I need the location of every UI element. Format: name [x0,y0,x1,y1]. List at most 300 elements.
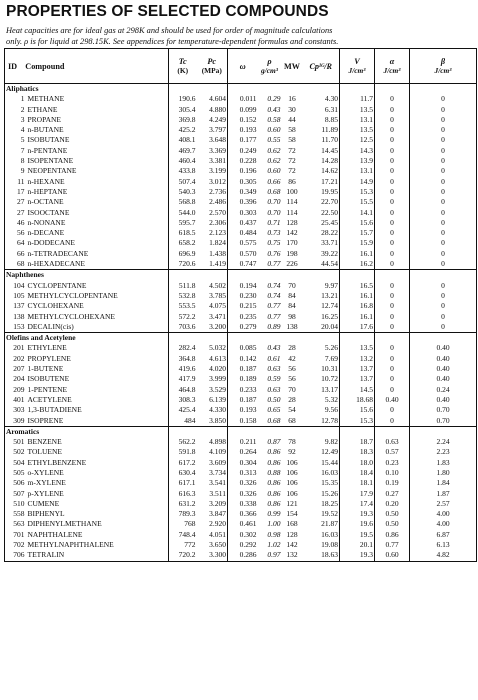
rho-cell: 0.89 [258,322,282,333]
rho-cell: 0.58 [267,114,281,124]
tc-cell: 507.4 [169,177,197,187]
group-spacer-cell [258,84,282,95]
id-cell: 7 [20,145,25,155]
tc-cell: 425.2 [169,125,197,135]
rho-cell: 0.70 [267,207,281,217]
alpha-cell: 0 [375,115,410,125]
pc-cell: 3.300 [197,550,228,561]
header-pc-unit: (MPa) [201,66,222,75]
v-cell: 15.3 [340,416,375,427]
header-id-compound [5,49,169,84]
cp-cell: 22.70 [321,197,338,207]
rho-cell: 0.60 [267,166,281,176]
table-row [5,509,477,519]
v-cell: 14.3 [340,146,375,156]
v-cell: 17.4 [340,499,375,509]
pc-cell: 4.613 [209,353,226,363]
group-spacer-cell [169,426,197,437]
mw-cell: 92 [288,447,296,457]
compound-cell: n-BUTANE [27,125,64,135]
rho-cell: 0.87 [267,437,281,447]
v-cell: 19.6 [340,519,375,529]
mw-cell: 138 [282,322,303,333]
compound-cell: n-TETRADECANE [27,248,89,258]
id-cell: 27 [17,197,25,207]
pc-cell: 4.249 [209,114,226,124]
table-row [5,218,477,228]
omega-cell: 0.177 [228,135,258,145]
compound-cell: BIPHENYL [27,509,65,519]
tc-cell: 433.8 [169,166,197,176]
group-spacer-cell [410,270,477,281]
compound-cell: ISOPENTANE [27,156,74,166]
id-cell: 104 [13,280,25,290]
pc-cell: 4.109 [209,447,226,457]
mw-cell: 100 [286,186,298,196]
cp-cell: 14.28 [321,156,338,166]
table-row [5,301,477,311]
alpha-cell: 0 [375,218,410,228]
mw-cell: 128 [286,529,298,539]
id-cell: 8 [20,156,25,166]
v-cell: 16.1 [340,291,375,301]
pc-cell: 3.200 [197,322,228,333]
id-cell: 563 [13,519,25,529]
tc-cell: 618.5 [169,228,197,238]
omega-cell: 0.193 [228,405,258,415]
rho-cell: 0.68 [267,186,281,196]
pc-cell: 3.012 [209,176,226,186]
header-rho [258,49,282,84]
beta-cell: 0.40 [410,374,477,384]
tc-cell: 425.4 [169,405,197,415]
alpha-cell: 0 [375,259,410,270]
omega-cell: 0.302 [228,530,258,540]
compound-cell: TOLUENE [27,447,62,457]
tc-cell: 408.1 [169,135,197,145]
v-cell: 18.1 [340,478,375,488]
rho-cell: 0.50 [267,394,281,404]
id-cell: 701 [13,529,25,539]
group-spacer-cell [169,270,197,281]
rho-cell: 0.76 [267,248,281,258]
compound-cell: ISOBUTANE [27,135,70,145]
rho-cell: 0.63 [267,384,281,394]
mw-cell: 58 [288,125,296,135]
id-cell: 138 [13,311,25,321]
mw-cell: 170 [286,238,298,248]
v-cell: 16.5 [340,281,375,291]
v-cell: 18.7 [340,437,375,447]
rho-cell: 0.43 [267,104,281,114]
id-cell: 401 [13,394,25,404]
alpha-cell: 0 [375,249,410,259]
tc-cell: 631.2 [169,499,197,509]
page-title: PROPERTIES OF SELECTED COMPOUNDS [6,3,329,20]
cp-cell: 28.22 [321,228,338,238]
pc-cell: 1.824 [209,238,226,248]
group-name: Naphthenes [6,270,44,280]
mw-cell: 30 [288,104,296,114]
alpha-cell: 0.23 [375,458,410,468]
id-cell: 501 [13,437,25,447]
mw-cell: 56 [288,374,296,384]
alpha-cell: 0.50 [375,519,410,529]
alpha-cell: 0.86 [375,530,410,540]
compound-cell: 1-PENTENE [27,384,68,394]
id-cell: 64 [17,238,25,248]
compound-cell: m-XYLENE [27,478,66,488]
omega-cell: 0.292 [228,540,258,550]
v-cell: 13.2 [340,354,375,364]
cp-cell: 15.44 [321,457,338,467]
pc-cell: 3.209 [209,498,226,508]
header-pc-label: Pc [207,57,217,66]
group-spacer-cell [282,84,303,95]
omega-cell: 0.249 [228,146,258,156]
header-alpha-unit: J/cm³ [383,66,401,75]
alpha-cell: 0 [375,135,410,145]
omega-cell: 0.193 [228,125,258,135]
table-row [5,405,477,415]
alpha-cell: 0 [375,197,410,207]
table-row [5,354,477,364]
group-spacer-cell [258,333,282,344]
compound-cell: NAPHTHALENE [27,529,83,539]
tc-cell: 553.5 [169,301,197,311]
mw-cell: 42 [288,353,296,363]
pc-cell: 4.020 [209,364,226,374]
compound-cell: n-DODECANE [27,238,75,248]
mw-cell: 154 [286,509,298,519]
compound-cell: o-XYLENE [27,467,64,477]
group-spacer-cell [375,426,410,437]
beta-cell: 0 [410,94,477,104]
beta-cell: 0 [410,238,477,248]
mw-cell: 106 [286,488,298,498]
compound-cell: ETHYLENE [27,343,67,353]
table-row [5,322,477,333]
v-cell: 14.5 [340,385,375,395]
table-row [5,125,477,135]
beta-cell: 0 [410,291,477,301]
header-id: ID [8,61,18,71]
compound-cell: DECALIN(cis) [27,322,169,333]
v-cell: 18.68 [340,395,375,405]
beta-cell: 0 [410,259,477,270]
table-row [5,146,477,156]
omega-cell: 0.215 [228,301,258,311]
omega-cell: 0.570 [228,249,258,259]
header-rho-unit: g/cm³ [261,66,278,75]
compound-cell: PROPYLENE [27,353,71,363]
cp-cell: 19.08 [321,540,338,550]
beta-cell: 0 [410,312,477,322]
mw-cell: 86 [288,176,296,186]
table-row [5,291,477,301]
omega-cell: 0.303 [228,208,258,218]
rho-cell: 0.29 [267,94,281,104]
table-row [5,478,477,488]
pc-cell: 4.075 [209,301,226,311]
mw-cell: 84 [288,290,296,300]
tc-cell: 419.6 [169,364,197,374]
id-cell: 68 [5,259,27,270]
alpha-cell: 0 [375,228,410,238]
id-cell: 207 [13,364,25,374]
v-cell: 13.1 [340,166,375,176]
mw-cell: 72 [288,145,296,155]
pc-cell: 5.032 [209,343,226,353]
pc-cell: 4.898 [209,437,226,447]
compound-cell: ACETYLENE [27,394,72,404]
tc-cell: 616.3 [169,489,197,499]
omega-cell: 0.575 [228,238,258,248]
id-cell: 66 [17,248,25,258]
compound-cell: n-HEXADECANE [27,259,169,270]
pc-cell: 4.330 [209,405,226,415]
group-spacer-cell [197,84,228,95]
pc-cell: 1.438 [209,248,226,258]
rho-cell: 0.88 [267,467,281,477]
pc-cell: 3.541 [209,478,226,488]
table-row [5,312,477,322]
omega-cell: 0.233 [228,385,258,395]
table-row [5,437,477,447]
mw-cell: 226 [282,259,303,270]
rho-cell: 0.86 [267,498,281,508]
id-cell: 1 [20,94,25,104]
mw-cell: 56 [288,364,296,374]
omega-cell: 0.326 [228,489,258,499]
tc-cell: 460.4 [169,156,197,166]
omega-cell: 0.158 [228,416,258,427]
cp-cell: 15.26 [321,488,338,498]
compound-cell: CYCLOHEXANE [27,301,84,311]
id-cell: 309 [5,416,27,427]
header-cp-label: Cpᴵᴳ/R [309,61,333,71]
group-header-row [5,426,477,437]
alpha-cell: 0 [375,354,410,364]
omega-cell: 0.194 [228,281,258,291]
id-cell: 504 [13,457,25,467]
rho-cell: 0.61 [267,353,281,363]
v-cell: 11.7 [340,94,375,104]
alpha-cell: 0 [375,405,410,415]
beta-cell: 0 [410,156,477,166]
pc-cell: 3.369 [209,145,226,155]
compound-cell: ETHYLBENZENE [27,457,87,467]
tc-cell: 511.8 [169,281,197,291]
rho-cell: 0.55 [267,135,281,145]
rho-cell: 0.97 [258,550,282,561]
id-cell: 507 [13,488,25,498]
table-row [5,177,477,187]
cp-cell: 6.31 [324,104,338,114]
pc-cell: 3.734 [209,467,226,477]
table-row [5,208,477,218]
id-cell: 153 [5,322,27,333]
mw-cell: 54 [288,405,296,415]
header-mw-label: MW [284,61,300,71]
mw-cell: 72 [288,166,296,176]
cp-cell: 19.52 [321,509,338,519]
omega-cell: 0.305 [228,177,258,187]
tc-cell: 364.8 [169,354,197,364]
pc-cell: 4.502 [209,280,226,290]
alpha-cell: 0.50 [375,509,410,519]
mw-cell: 142 [286,228,298,238]
beta-cell: 1.83 [410,458,477,468]
omega-cell: 0.142 [228,354,258,364]
mw-cell: 106 [286,457,298,467]
group-spacer-cell [197,426,228,437]
alpha-cell: 0 [375,238,410,248]
rho-cell: 0.60 [267,125,281,135]
beta-cell: 0.40 [410,395,477,405]
table-row [5,156,477,166]
beta-cell: 4.00 [410,519,477,529]
group-spacer-cell [410,84,477,95]
cp-cell: 13.17 [321,384,338,394]
alpha-cell: 0 [375,416,410,427]
id-cell: 202 [13,353,25,363]
alpha-cell: 0 [375,301,410,311]
compound-cell: p-XYLENE [27,488,64,498]
v-cell: 13.5 [340,343,375,353]
v-cell: 16.1 [340,312,375,322]
header-tc [169,49,197,84]
rho-cell: 0.86 [267,457,281,467]
rho-cell: 0.86 [267,478,281,488]
tc-cell: 369.8 [169,115,197,125]
beta-cell: 2.23 [410,447,477,457]
table-row [5,166,477,176]
v-cell: 18.3 [340,447,375,457]
omega-cell: 0.747 [228,259,258,270]
mw-cell: 198 [286,248,298,258]
id-cell: 46 [17,217,25,227]
v-cell: 13.5 [340,105,375,115]
header-beta-label: β [440,57,446,66]
v-cell: 13.7 [340,374,375,384]
compound-cell: ETHANE [27,104,58,114]
beta-cell: 0 [410,322,477,333]
v-cell: 13.9 [340,156,375,166]
rho-cell: 0.59 [267,374,281,384]
group-spacer-cell [282,333,303,344]
group-spacer-cell [410,426,477,437]
alpha-cell: 0 [375,187,410,197]
group-spacer-cell [375,270,410,281]
header-rho-label: ρ [267,57,272,66]
compound-cell: ISOOCTANE [27,207,70,217]
compound-cell: n-NONANE [27,217,66,227]
omega-cell: 0.286 [228,550,258,561]
omega-cell: 0.085 [228,343,258,353]
pc-cell: 3.999 [209,374,226,384]
beta-cell: 0 [410,228,477,238]
group-spacer-cell [228,270,258,281]
table-row [5,238,477,248]
group-spacer-cell [303,270,340,281]
rho-cell: 0.74 [267,280,281,290]
alpha-cell: 0 [375,374,410,384]
beta-cell: 0 [410,249,477,259]
v-cell: 16.8 [340,301,375,311]
table-body [5,84,477,562]
v-cell: 14.9 [340,177,375,187]
group-spacer-cell [375,333,410,344]
cp-cell: 21.87 [321,519,338,529]
alpha-cell: 0.40 [375,395,410,405]
v-cell: 14.1 [340,208,375,218]
cp-cell: 18.25 [321,498,338,508]
id-cell: 706 [5,550,27,561]
header-pc [197,49,228,84]
group-spacer-cell [197,333,228,344]
mw-cell: 106 [286,478,298,488]
compound-cell: 1,3-BUTADIENE [27,405,82,415]
tc-cell: 464.8 [169,385,197,395]
cp-cell: 25.45 [321,217,338,227]
group-spacer-cell [228,426,258,437]
tc-cell: 630.4 [169,468,197,478]
beta-cell: 6.13 [410,540,477,550]
mw-cell: 168 [286,519,298,529]
group-spacer-cell [258,426,282,437]
group-spacer-cell [410,333,477,344]
pc-cell: 4.880 [209,104,226,114]
cp-cell: 7.69 [324,353,338,363]
table-row [5,499,477,509]
compound-cell: METHANE [27,94,65,104]
alpha-cell: 0 [375,385,410,395]
rho-cell: 0.63 [267,364,281,374]
table-row [5,281,477,291]
table-row [5,530,477,540]
tc-cell: 484 [169,416,197,427]
tc-cell: 308.3 [169,395,197,405]
alpha-cell: 0 [375,105,410,115]
rho-cell: 0.98 [267,529,281,539]
beta-cell: 6.87 [410,530,477,540]
group-spacer-cell [228,84,258,95]
tc-cell: 696.9 [169,249,197,259]
mw-cell: 58 [288,135,296,145]
beta-cell: 0.70 [410,405,477,415]
tc-cell: 532.8 [169,291,197,301]
omega-cell: 0.187 [228,395,258,405]
pc-cell: 3.609 [209,457,226,467]
compound-cell: METHYLCYCLOPENTANE [27,290,118,300]
intro-line-1: Heat capacities are for ideal gas at 298K and should be used for order of magnitude calculations [6,26,333,35]
header-v [340,49,375,84]
omega-cell: 0.099 [228,105,258,115]
cp-cell: 4.30 [324,94,338,104]
alpha-cell: 0.63 [375,437,410,447]
omega-cell: 0.235 [228,312,258,322]
omega-cell: 0.349 [228,187,258,197]
compound-cell: n-HEXANE [27,176,65,186]
v-cell: 13.5 [340,125,375,135]
header-cp [303,49,340,84]
alpha-cell: 0 [375,291,410,301]
id-cell: 209 [13,384,25,394]
mw-cell: 16 [288,94,296,104]
pc-cell: 2.570 [209,207,226,217]
group-spacer-cell [282,270,303,281]
